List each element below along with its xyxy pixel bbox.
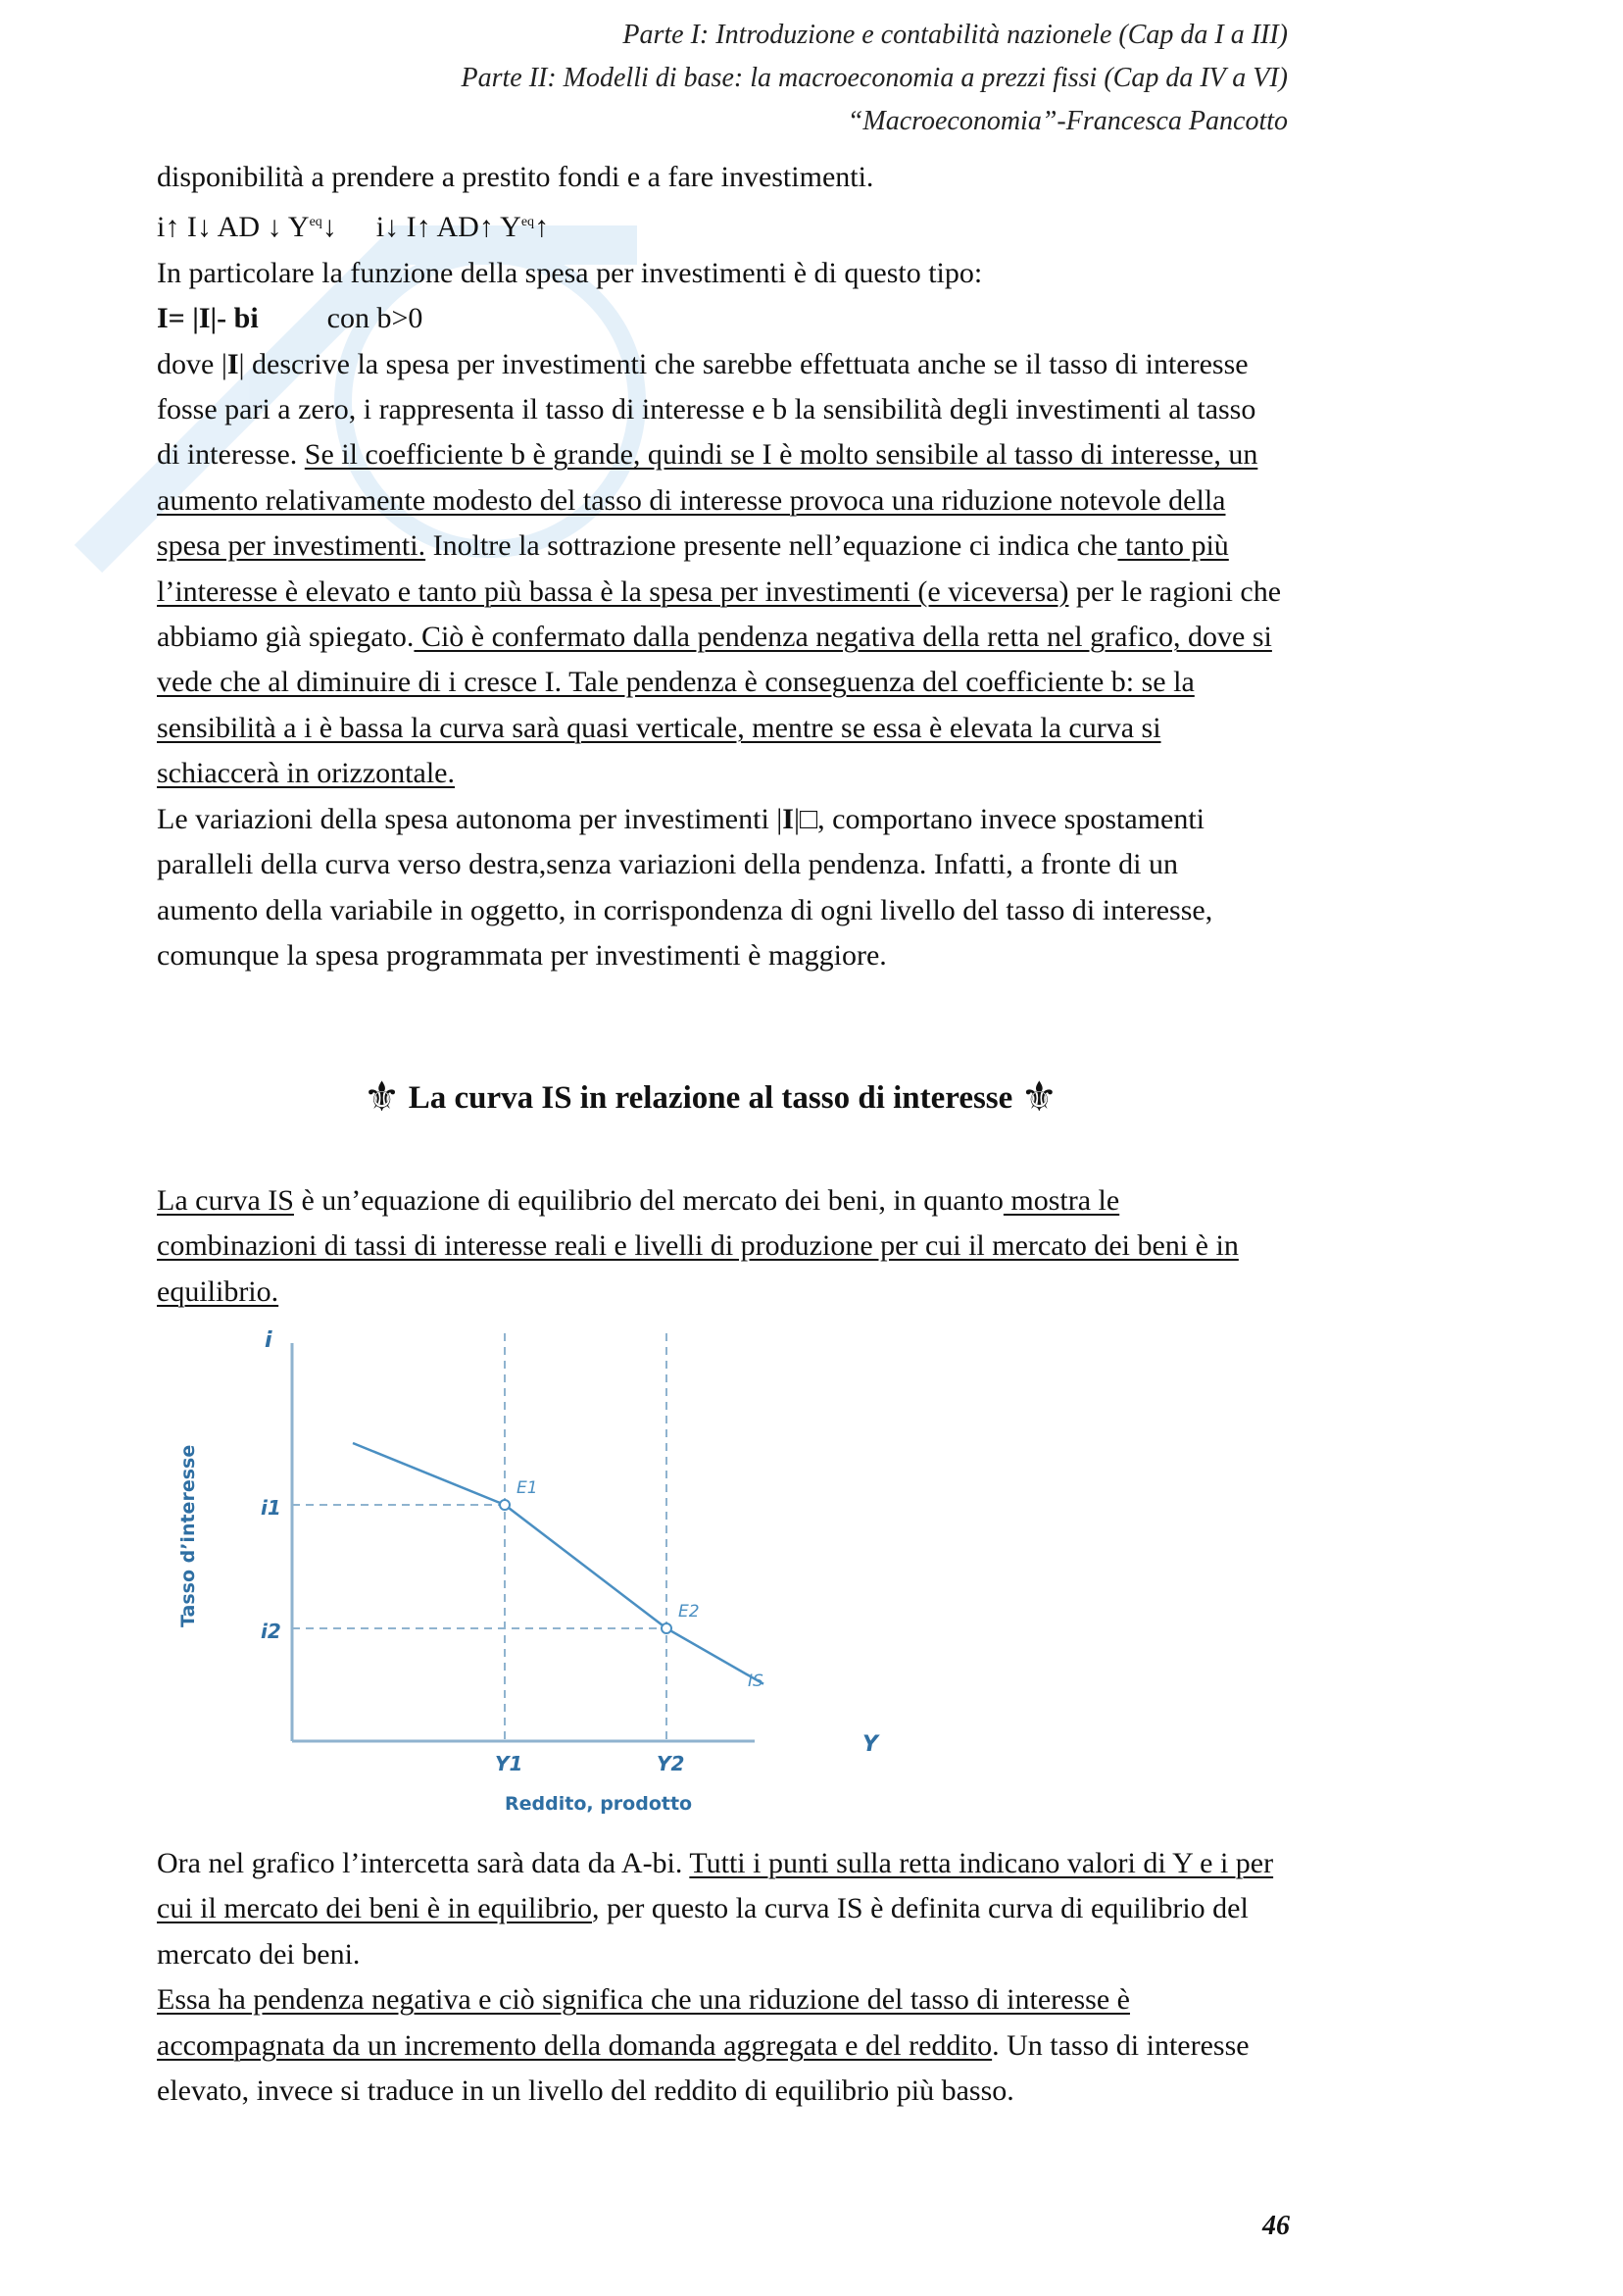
y-tick-i2: i2 <box>261 1620 281 1643</box>
y-tick-i1: i1 <box>261 1496 281 1520</box>
section-title: La curva IS in relazione al tasso di interesse <box>408 1080 1013 1116</box>
x-tick-y1: Y1 <box>495 1752 523 1775</box>
paragraph-autonomous: Le variazioni della spesa autonoma per investimenti |I|□, comportano invece spostamenti paralleli della curva verso destra,senza variazioni della pendenza. Infatti, a fronte di un aumento della variabile in oggetto, in corrispondenza di ogni livello del tasso di interesse, comunque la spesa programmata per investimenti è maggiore. <box>157 802 1213 972</box>
is-curve <box>353 1443 763 1684</box>
body-text <box>157 155 1284 978</box>
body-line-3: In particolare la funzione della spesa per investimenti è di questo tipo: <box>157 256 983 289</box>
y-axis-label: Tasso d’interesse <box>177 1444 199 1627</box>
section-heading <box>0 1074 1421 1122</box>
x-tick-y2: Y2 <box>657 1752 685 1775</box>
formula-condition: con b>0 <box>326 302 423 335</box>
header-line-2: Parte II: Modelli di base: la macroeconomia a prezzi fissi (Cap da IV a VI) <box>461 63 1288 93</box>
is-curve-chart <box>167 1323 892 1823</box>
is-intro-paragraph: La curva IS è un’equazione di equilibrio del mercato dei beni, in quanto mostra le combinazioni di tassi di interesse reali e livelli di produzione per cui il mercato dei beni è in equilibrio. <box>157 1184 1239 1308</box>
page-header <box>462 14 1289 143</box>
x-axis-label: Reddito, prodotto <box>505 1793 693 1815</box>
body-line-1: disponibilità a prendere a prestito fondi e a fare investimenti. <box>157 161 874 193</box>
page-number: 46 <box>1262 2211 1290 2241</box>
header-line-3: “Macroeconomia”-Francesca Pancotto <box>847 106 1288 136</box>
fleur-de-lis-icon: ⚜ <box>1020 1075 1058 1121</box>
formula-line <box>157 296 1284 341</box>
equilibrium-point-e1 <box>500 1500 510 1510</box>
curve-label: IS <box>748 1672 763 1691</box>
formula: I= |I|- bi <box>157 302 259 335</box>
underline-3: Ciò è confermato dalla pendenza negativa della retta nel grafico, dove si vede che al diminuire di i cresce I. Tale pendenza è conseguenza del coefficiente b: se la sensibilità a i è bassa la curva sarà quasi verticale, mentre se essa è elevata la curva si schiaccerà in orizzontale. <box>157 621 1272 790</box>
equilibrium-point-e2 <box>662 1623 671 1633</box>
point-label-e2: E2 <box>678 1602 700 1622</box>
underline-2: tanto più l’interesse è elevato e tanto più bassa è la spesa per investimenti (e viceversa) <box>157 529 1229 608</box>
fleur-de-lis-icon: ⚜ <box>363 1075 401 1121</box>
point-label-e1: E1 <box>516 1478 538 1498</box>
after-chart-paragraph: Ora nel grafico l’intercetta sarà data da A-bi. Tutti i punti sulla retta indicano valori di Y e i per cui il mercato dei beni è in equilibrio, per questo la curva IS è definita curva di equilibrio del mercato dei beni. Essa ha pendenza negativa e ciò significa che una riduzione del tasso di interesse è accompagnata da un incremento della domanda aggregata e del reddito. Un tasso di interesse elevato, invece si traduce in un livello del reddito di equilibrio più basso. <box>157 1847 1274 2108</box>
equation-line: i↑ I↓ AD ↓ $Y^{eq}↓$ i↓ I↑ AD↑ $Y^{eq}↑$ <box>157 211 550 244</box>
header-line-1: Parte I: Introduzione e contabilità nazionele (Cap da I a III) <box>622 20 1288 50</box>
paragraph-investment: dove |I| descrive la spesa per investimenti che sarebbe effettuata anche se il tasso di interesse fosse pari a zero, i rappresenta il tasso di interesse e b la sensibilità degli investimenti al tasso di interesse. Se il coefficiente b è grande, quindi se I è molto sensibile al tasso di interesse, un aumento relativamente modesto del tasso di interesse provoca una riduzione notevole della spesa per investimenti. Inoltre la sottrazione presente nell’equazione ci indica che tanto più l’interesse è elevato e tanto più bassa è la spesa per investimenti (e viceversa) per le ragioni che abbiamo già spiegato. Ciò è confermato dalla pendenza negativa della retta nel grafico, dove si vede che al diminuire di i cresce I. Tale pendenza è conseguenza del coefficiente b: se la sensibilità a i è bassa la curva sarà quasi verticale, mentre se essa è elevata la curva si schiaccerà in orizzontale. <box>157 347 1282 790</box>
y-axis-symbol: i <box>265 1328 272 1353</box>
x-axis-symbol: Y <box>862 1732 878 1757</box>
underline-1: Se il coefficiente b è grande, quindi se I è molto sensibile al tasso di interesse, un aumento relativamente modesto del tasso di interesse provoca una riduzione notevole della spesa per investimenti. <box>157 438 1258 563</box>
